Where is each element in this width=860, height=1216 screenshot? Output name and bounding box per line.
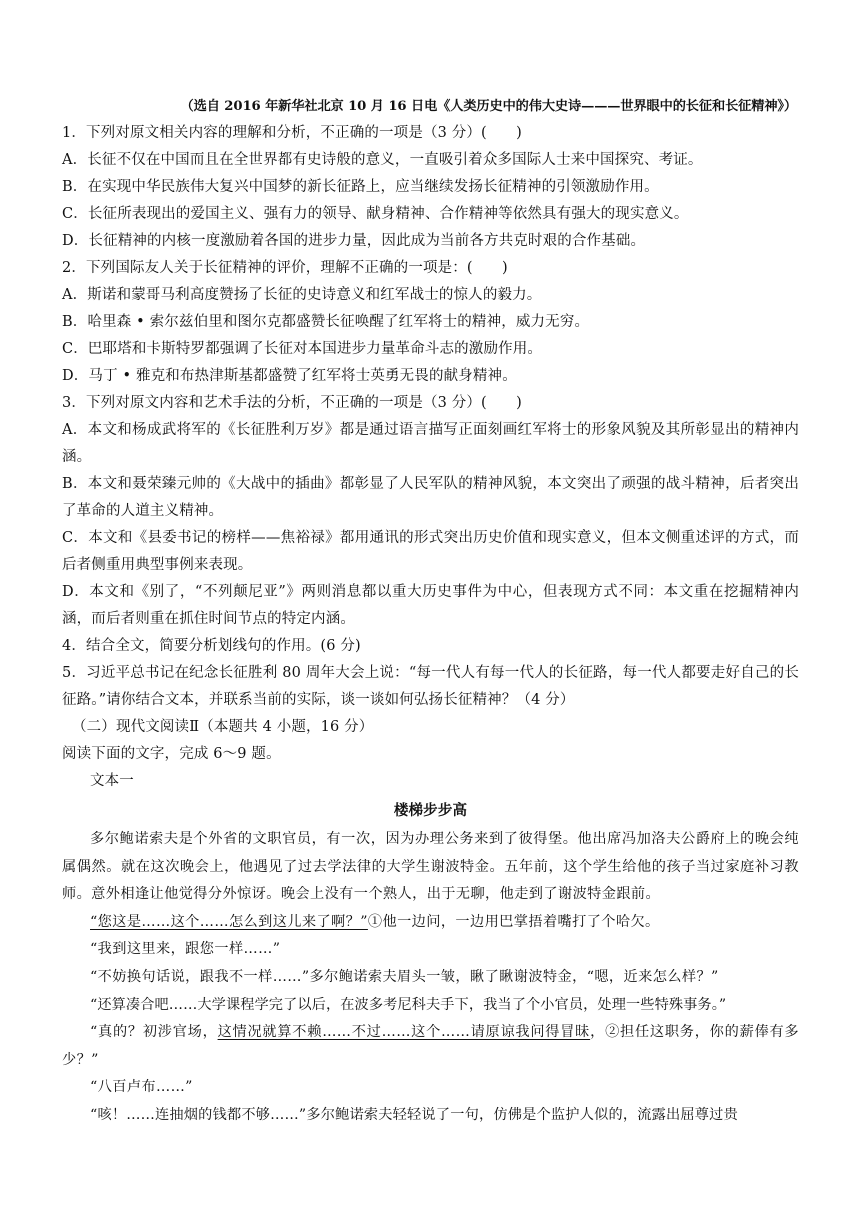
- question-4: 4．结合全文，简要分析划线句的作用。(6 分): [62, 638, 361, 654]
- story-paragraph-6-pre: “真的？初涉官场，: [90, 1024, 218, 1041]
- question-1-option-d: D．长征精神的内核一度激励着各国的进步力量，因此成为当前各方共克时艰的合作基础。: [62, 233, 646, 249]
- question-2-option-d: D．马丁 • 雅克和布热津斯基都盛赞了红军将士英勇无畏的献身精神。: [62, 368, 517, 384]
- source-citation: （选自 2016 年新华社北京 10 月 16 日电《人类历史中的伟大史诗———世界眼中的长征和长征精神》）: [180, 99, 797, 114]
- story-paragraph-2: [62, 909, 799, 937]
- question-3-option-c: C．本文和《县委书记的榜样——焦裕禄》都用通讯的形式突出历史价值和现实意义，但本文侧重述评的方式，而后者侧重用典型事例来表现。: [62, 530, 799, 573]
- question-2-option-c: C．巴耶塔和卡斯特罗都强调了长征对本国进步力量革命斗志的激励作用。: [62, 341, 543, 357]
- question-5: 5．习近平总书记在纪念长征胜利 80 周年大会上说：“每一代人有每一代人的长征路，每一代人都要走好自己的长征路。”请你结合文本，并联系当前的实际，谈一谈如何弘扬长征精神？（4 分）: [62, 665, 799, 708]
- story-paragraph-4: “不妨换句话说，跟我不一样……”多尔鲍诺索夫眉头一皱，瞅了瞅谢波特金，“嗯，近来怎么样？”: [90, 968, 719, 985]
- question-1-option-c: C．长征所表现出的爱国主义、强有力的领导、献身精神、合作精神等依然具有强大的现实意义。: [62, 206, 689, 222]
- content-column: [62, 93, 799, 1130]
- underlined-sentence-1: “您这是……这个……怎么到这儿来了啊？”: [90, 913, 368, 930]
- story-paragraph-6-post: ，②担任这职务，你的薪俸有多少？”: [62, 1024, 799, 1068]
- underlined-sentence-2: 这情况就算不赖……不过……这个……请原谅我问得冒昧: [217, 1024, 591, 1041]
- question-2-option-b: B．哈里森 • 索尔兹伯里和图尔克都盛赞长征唤醒了红军将士的精神，威力无穷。: [62, 314, 590, 330]
- story-paragraph-7: “八百卢布……”: [90, 1079, 193, 1096]
- question-3-option-d: D．本文和《别了，“不列颠尼亚”》两则消息都以重大历史事件为中心，但表现方式不同：本文重在挖掘精神内涵，而后者则重在抓住时间节点的特定内涵。: [62, 584, 799, 627]
- story-paragraph-3: “我到这里来，跟您一样……”: [90, 941, 281, 958]
- question-3-stem: 3．下列对原文内容和艺术手法的分析，不正确的一项是（3 分）( ): [62, 395, 522, 411]
- question-3-option-b: B．本文和聂荣臻元帅的《大战中的插曲》都彰显了人民军队的精神风貌，本文突出了顽强的战斗精神，后者突出了革命的人道主义精神。: [62, 476, 799, 519]
- story-paragraph-5: “还算凑合吧……大学课程学完了以后，在波多考尼科夫手下，我当了个小官员，处理一些特殊事务。”: [90, 996, 727, 1013]
- text-label: 文本一: [90, 773, 134, 789]
- question-1-stem: 1．下列对原文相关内容的理解和分析，不正确的一项是（3 分）( ): [62, 125, 522, 141]
- question-1-option-b: B．在实现中华民族伟大复兴中国梦的新长征路上，应当继续发扬长征精神的引领激励作用。: [62, 179, 659, 195]
- question-3-option-a: A．本文和杨成武将军的《长征胜利万岁》都是通过语言描写正面刻画红军将士的形象风貌及其所彰显出的精神内涵。: [62, 422, 799, 465]
- question-1-option-a: A．长征不仅在中国而且在全世界都有史诗般的意义，一直吸引着众多国际人士来中国探究、考证。: [62, 152, 703, 168]
- question-2-option-a: A．斯诺和蒙哥马利高度赞扬了长征的史诗意义和红军战士的惊人的毅力。: [62, 287, 542, 303]
- story-paragraph-2-rest: ①他一边问，一边用巴掌捂着嘴打了个哈欠。: [367, 913, 660, 930]
- question-2-stem: 2．下列国际友人关于长征精神的评价，理解不正确的一项是：( ): [62, 260, 508, 276]
- section-instruction: 阅读下面的文字，完成 6～9 题。: [62, 746, 281, 762]
- story-paragraph-1: 多尔鲍诺索夫是个外省的文职官员，有一次，因为办理公务来到了彼得堡。他出席冯加洛夫公爵府上的晚会纯属偶然。就在这次晚会上，他遇见了过去学法律的大学生谢波特金。五年前，这个学生给他的孩子当过家庭补习教师。意外相逢让他觉得分外惊讶。晚会上没有一个熟人，出于无聊，他走到了谢波特金跟前。: [62, 831, 799, 903]
- story-paragraph-8: “咳！……连抽烟的钱都不够……”多尔鲍诺索夫轻轻说了一句，仿佛是个监护人似的，流露出屈尊过贵: [90, 1106, 738, 1123]
- section-title: （二）现代文阅读Ⅱ（本题共 4 小题，16 分）: [72, 719, 374, 735]
- story-title: 楼梯步步高: [393, 802, 468, 819]
- story-paragraph-6: [62, 1019, 799, 1074]
